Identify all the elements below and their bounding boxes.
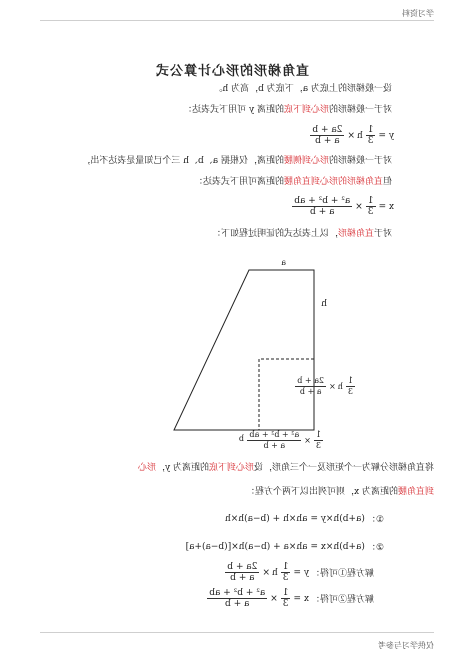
fraction [366, 196, 376, 217]
times-sign: × [347, 130, 355, 141]
fraction [281, 562, 291, 583]
fraction [295, 376, 326, 397]
numerator: a² + b² + ab [209, 588, 266, 598]
formula-lhs: x = [378, 201, 394, 212]
equation-label: ②： [366, 543, 384, 553]
numerator: 1 [282, 588, 289, 598]
denominator: 3 [315, 441, 321, 450]
formula-lhs: x = [293, 593, 309, 604]
highlight: 直角梯形 [337, 229, 374, 239]
footer-rule [40, 632, 434, 633]
numerator: 2a + b [312, 125, 343, 135]
numerator: a² + b² + ab [294, 196, 351, 206]
numerator: 1 [367, 125, 374, 135]
fraction [346, 376, 355, 397]
text: 的距离可用下式表达： [193, 177, 284, 187]
paragraph-3 [81, 155, 392, 167]
equation-label: ①： [366, 515, 384, 525]
denominator: a + b [310, 207, 335, 217]
trapezoid-diagram [164, 255, 324, 443]
header-rule [40, 20, 434, 21]
times-sign: × [329, 382, 336, 391]
text: 但 [382, 177, 392, 187]
label-b: b [238, 434, 244, 443]
text: 将直角梯形分解为一个矩形及一个三角形，设 [253, 463, 434, 473]
denominator: a + b [263, 441, 286, 450]
denominator: 3 [282, 573, 289, 583]
highlight: 直角梯形的形心到直角腰 [283, 177, 383, 187]
solution-1 [224, 562, 374, 583]
text: 对于一般梯形的 [328, 156, 392, 166]
highlight: 到直角腰 [397, 487, 434, 497]
equation-text: (a+b)h×y = ah×h + (b−a)h×h [224, 513, 365, 524]
denominator: a + b [315, 136, 340, 146]
header-label: 学习资料 [402, 9, 434, 18]
times-sign: × [262, 567, 270, 578]
text: ，以上表达式的证明过程如下： [211, 229, 338, 239]
var-h: h [337, 382, 343, 391]
formula-lhs: y = [293, 567, 309, 578]
denominator: 3 [367, 136, 374, 146]
text: 对于 [373, 229, 392, 239]
numerator: 1 [282, 562, 289, 572]
denominator: a + b [225, 599, 250, 609]
times-sign: × [355, 201, 363, 212]
denominator: a + b [230, 573, 255, 583]
fraction [207, 588, 267, 609]
paragraph-6 [138, 462, 434, 474]
label-a: a [281, 258, 286, 267]
equation-2 [186, 540, 384, 553]
paragraph-7 [246, 486, 434, 498]
numerator: 1 [347, 376, 353, 385]
footer-label: 仅供学习与参考 [378, 641, 434, 650]
formula-x [291, 196, 394, 217]
paragraph-2 [183, 104, 392, 116]
var-h: h [271, 567, 278, 578]
fraction [247, 430, 301, 451]
highlight: 形心到下底 [283, 105, 329, 115]
equation-text: (a+b)h×x = ah×a + (b−a)h×[(b−a)+a] [185, 541, 365, 552]
denominator: a + b [299, 387, 322, 396]
numerator: 1 [367, 196, 374, 206]
diagram-x-expression [246, 430, 324, 451]
denominator: 3 [282, 599, 289, 609]
denominator: 3 [347, 387, 353, 396]
trapezoid-outline [174, 270, 314, 430]
page-title: 直角梯形的形心计算公式 [154, 64, 309, 79]
solution-2 [206, 588, 374, 609]
text: 的距离为 y， [156, 463, 209, 473]
solution-label: 解方程②可得： [310, 595, 374, 605]
formula-lhs: y = [378, 130, 394, 141]
text: 对于一般梯形的 [328, 105, 392, 115]
numerator: 2a + b [227, 562, 258, 572]
var-h: h [356, 130, 363, 141]
times-sign: × [270, 593, 278, 604]
diagram-y-expression [294, 376, 356, 397]
label-h: h [321, 299, 327, 309]
times-sign: × [304, 436, 311, 445]
fraction [292, 196, 352, 217]
numerator: 2a + b [297, 376, 325, 385]
fraction [225, 562, 259, 583]
fraction [366, 125, 376, 146]
denominator: 3 [367, 207, 374, 217]
paragraph-1: 设一般梯形的上底为 a，下底为 b，高为 h。 [213, 84, 392, 94]
fraction [310, 125, 344, 146]
highlight: 形心到下底 [208, 463, 254, 473]
text: 的距离为 x，则可列出以下两个方程： [246, 487, 398, 497]
formula-y [309, 125, 394, 146]
equation-1 [225, 512, 384, 525]
paragraph-4 [194, 176, 392, 188]
numerator: 1 [315, 430, 321, 439]
fraction [281, 588, 291, 609]
highlight: 形心 [138, 463, 157, 473]
text: 的距离，仅根据 a、b、h 三个已知量是表达不出， [81, 156, 284, 166]
numerator: a² + b² + ab [249, 430, 300, 439]
paragraph-5 [212, 228, 392, 240]
highlight: 形心到侧腰 [283, 156, 329, 166]
solution-label: 解方程①可得： [310, 569, 374, 579]
text: 的距离 y 可用下式表达： [183, 105, 284, 115]
fraction [314, 430, 323, 451]
